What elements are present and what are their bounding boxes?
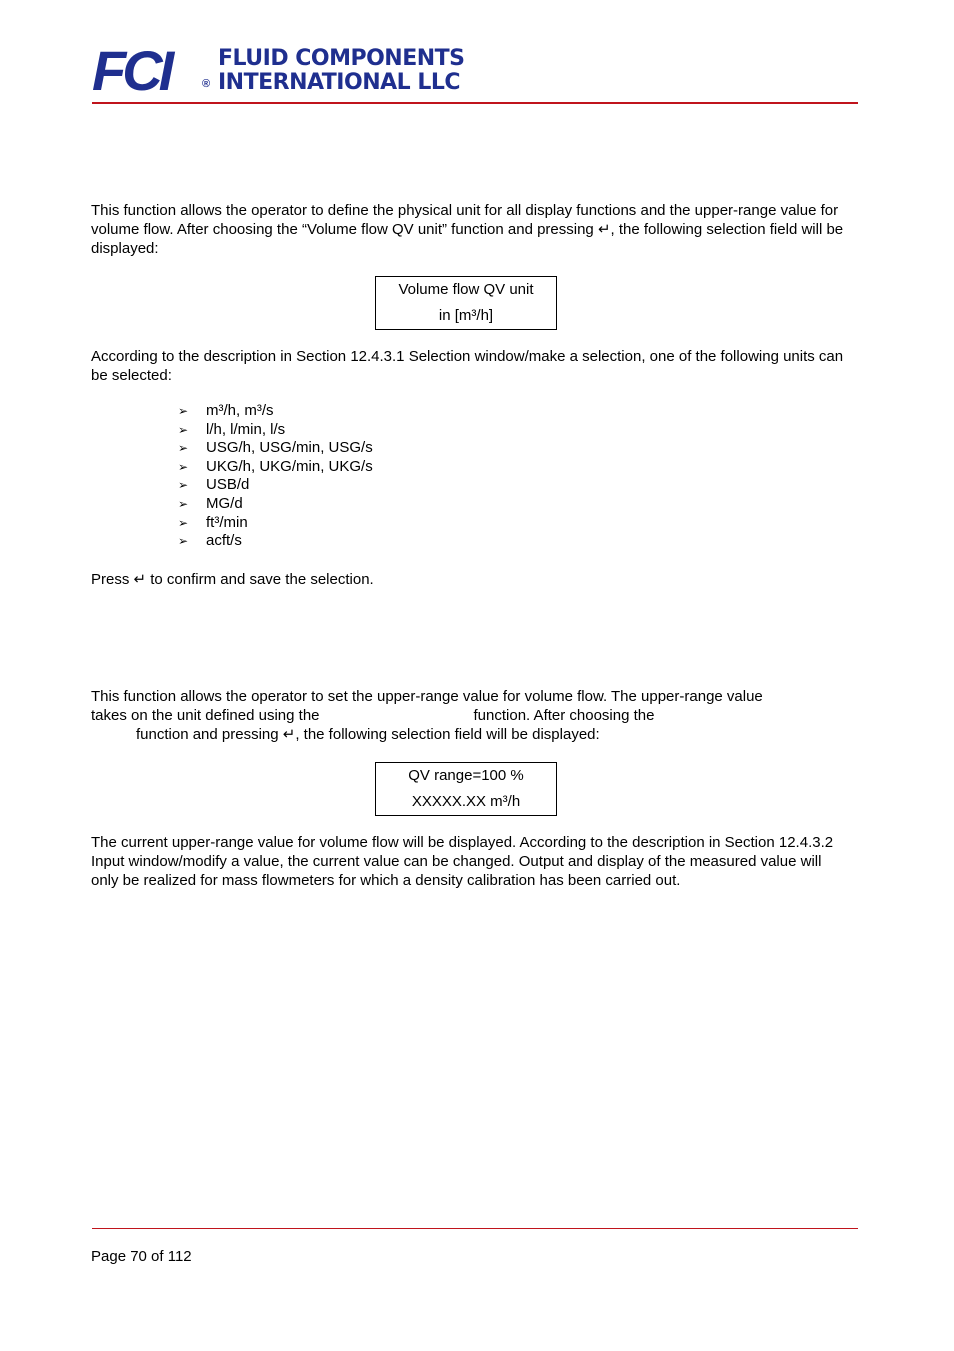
logo-text-line1: FLUID COMPONENTS — [218, 46, 465, 71]
header-rule — [92, 102, 858, 104]
bullet-arrow-icon: ➢ — [178, 441, 189, 456]
bullet-arrow-icon: ➢ — [178, 422, 189, 437]
list-item: ➢ acft/s — [178, 532, 242, 550]
company-logo — [92, 39, 484, 102]
bullet-arrow-icon: ➢ — [178, 534, 189, 549]
logo-text-line2: INTERNATIONAL LLC — [218, 70, 460, 95]
unit-list — [178, 402, 373, 551]
footer-rule — [92, 1228, 858, 1229]
registered-mark: ® — [202, 78, 211, 90]
list-item: ➢ USB/d — [178, 476, 250, 494]
list-item: ➢ MG/d — [178, 494, 243, 512]
volume-flow-unit-display — [375, 276, 557, 330]
display-line-1: QV range=100 % — [408, 767, 524, 784]
page-number: Page 70 of 112 — [91, 1248, 192, 1265]
list-item: ➢ USG/h, USG/min, USG/s — [178, 439, 373, 457]
bullet-arrow-icon: ➢ — [178, 459, 189, 474]
list-item: ➢ ft³/min — [178, 513, 248, 531]
section1-units-intro: According to the description in Section 12.4.3.1 Selection window/make a selection, one of the following units can be selected: — [91, 348, 844, 384]
section1-intro: This function allows the operator to define the physical unit for all display functions and the upper-range value for volume flow. After choosing the “Volume flow QV unit” function and pressing ↵, the following selection field will be displayed: — [91, 202, 844, 257]
display-line-2: in [m³/h] — [438, 307, 494, 324]
qv-range-display — [375, 762, 557, 816]
section1-confirm: Press ↵ to confirm and save the selection. — [91, 571, 374, 588]
list-item: ➢ m³/h, m³/s — [178, 402, 274, 419]
list-item: ➢ UKG/h, UKG/min, UKG/s — [178, 457, 373, 475]
list-item: ➢ l/h, l/min, l/s — [178, 420, 286, 438]
bullet-arrow-icon: ➢ — [178, 515, 189, 530]
section2-description: The current upper-range value for volume flow will be displayed. According to the description in Section 12.4.3.2 Input window/modify a value, the current value can be changed. Output and display of the measured value will only be realized for mass flowmeters for which a density calibration has been carried out. — [91, 834, 834, 889]
display-line-1: Volume flow QV unit — [398, 281, 534, 298]
logo-mark: FCI — [92, 39, 171, 102]
bullet-arrow-icon: ➢ — [178, 496, 189, 511]
display-line-2: XXXXX.XX m³/h — [411, 793, 521, 810]
section2-intro: This function allows the operator to set the upper-range value for volume flow. The upper-range value takes on the unit defined using the function. After choosing the function and pressing ↵, the following selection field will be displayed: — [91, 688, 763, 743]
bullet-arrow-icon: ➢ — [178, 404, 189, 418]
bullet-arrow-icon: ➢ — [178, 478, 189, 493]
